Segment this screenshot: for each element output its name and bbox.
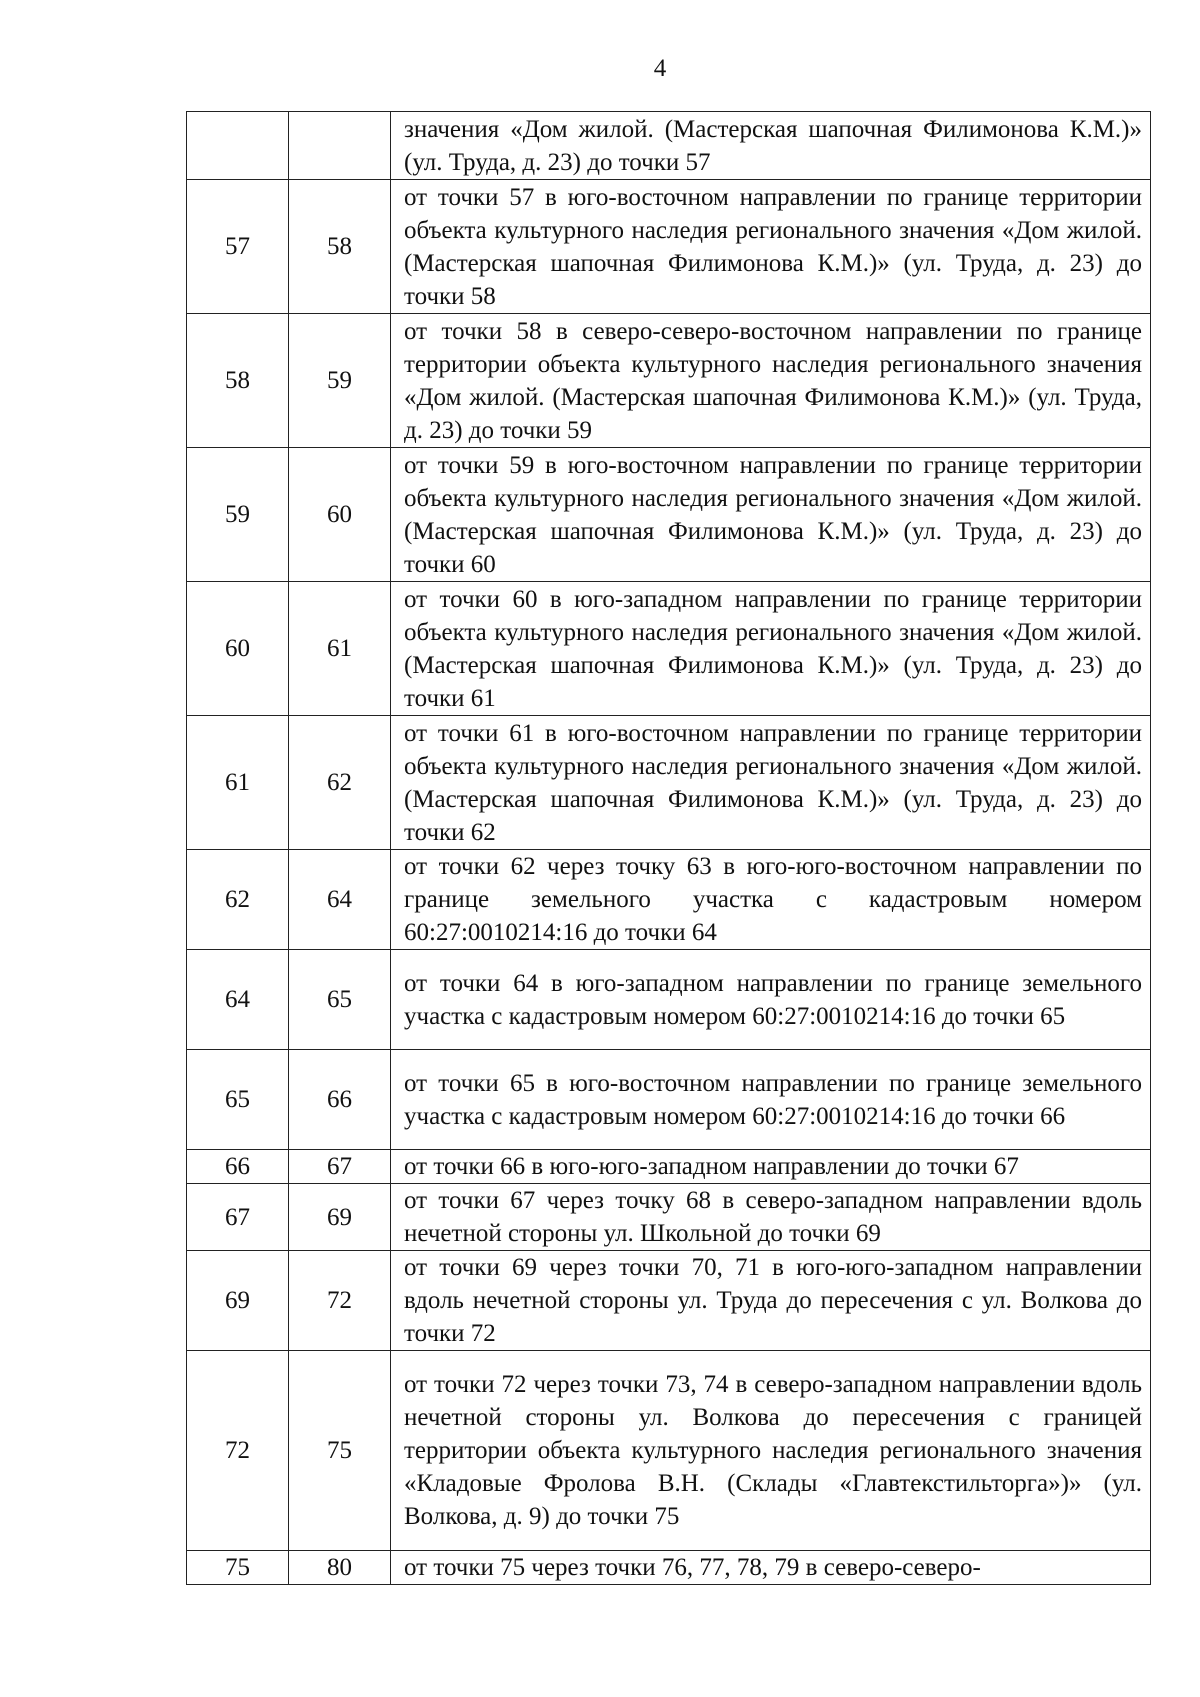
from-point-cell: 60	[187, 582, 289, 716]
to-point-cell: 67	[289, 1150, 391, 1184]
table-row	[187, 1150, 1151, 1184]
table-row	[187, 582, 1151, 716]
from-point-cell: 75	[187, 1551, 289, 1585]
table-row	[187, 314, 1151, 448]
table-row	[187, 1184, 1151, 1251]
description-cell	[391, 582, 1151, 716]
description-text: от точки 69 через точки 70, 71 в юго-юго-западном направлении вдоль нечетной стороны ул. Труда до пересечения с ул. Волкова до точки 72	[404, 1254, 1142, 1347]
table-row	[187, 180, 1151, 314]
from-point-cell: 58	[187, 314, 289, 448]
description-cell	[391, 950, 1151, 1050]
table-row	[187, 1351, 1151, 1551]
to-point-cell: 69	[289, 1184, 391, 1251]
from-point-cell: 57	[187, 180, 289, 314]
description-text: от точки 66 в юго-юго-западном направлении до точки 67	[404, 1153, 1019, 1180]
description-text: от точки 64 в юго-западном направлении по границе земельного участка с кадастровым номером 60:27:0010214:16 до точки 65	[404, 969, 1142, 1030]
to-point-cell: 72	[289, 1251, 391, 1351]
description-text: от точки 61 в юго-восточном направлении по границе территории объекта культурного наследия регионального значения «Дом жилой. (Мастерская шапочная Филимонова К.М.)» (ул. Труда, д. 23) до точки 62	[404, 719, 1142, 846]
description-text: от точки 75 через точки 76, 77, 78, 79 в северо-северо-	[404, 1554, 981, 1581]
table-row	[187, 950, 1151, 1050]
boundary-description-table	[186, 111, 1151, 1585]
description-cell	[391, 1050, 1151, 1150]
description-cell	[391, 1351, 1151, 1551]
page-number: 4	[653, 55, 667, 82]
description-text: от точки 57 в юго-восточном направлении по границе территории объекта культурного наследия регионального значения «Дом жилой. (Мастерская шапочная Филимонова К.М.)» (ул. Труда, д. 23) до точки 58	[404, 183, 1142, 310]
description-cell	[391, 180, 1151, 314]
from-point-cell: 66	[187, 1150, 289, 1184]
to-point-cell: 58	[289, 180, 391, 314]
to-point-cell: 80	[289, 1551, 391, 1585]
to-point-cell: 60	[289, 448, 391, 582]
table-row	[187, 850, 1151, 950]
from-point-cell: 64	[187, 950, 289, 1050]
to-point-cell: 62	[289, 716, 391, 850]
from-point-cell: 65	[187, 1050, 289, 1150]
description-cell	[391, 1251, 1151, 1351]
from-point-cell: 67	[187, 1184, 289, 1251]
description-text: от точки 60 в юго-западном направлении по границе территории объекта культурного наследия регионального значения «Дом жилой. (Мастерская шапочная Филимонова К.М.)» (ул. Труда, д. 23) до точки 61	[404, 585, 1142, 712]
table-row	[187, 1551, 1151, 1585]
description-cell	[391, 448, 1151, 582]
description-cell	[391, 1184, 1151, 1251]
description-cell	[391, 1150, 1151, 1184]
to-point-cell: 65	[289, 950, 391, 1050]
description-text: от точки 59 в юго-восточном направлении по границе территории объекта культурного наследия регионального значения «Дом жилой. (Мастерская шапочная Филимонова К.М.)» (ул. Труда, д. 23) до точки 60	[404, 451, 1142, 578]
to-point-cell	[289, 112, 391, 180]
description-cell	[391, 716, 1151, 850]
description-cell	[391, 314, 1151, 448]
from-point-cell: 61	[187, 716, 289, 850]
description-cell	[391, 112, 1151, 180]
to-point-cell: 59	[289, 314, 391, 448]
to-point-cell: 64	[289, 850, 391, 950]
table-row	[187, 716, 1151, 850]
table-row	[187, 448, 1151, 582]
description-cell	[391, 850, 1151, 950]
description-text: значения «Дом жилой. (Мастерская шапочная Филимонова К.М.)» (ул. Труда, д. 23) до точки 57	[404, 115, 1142, 176]
description-text: от точки 65 в юго-восточном направлении по границе земельного участка с кадастровым номером 60:27:0010214:16 до точки 66	[404, 1069, 1142, 1130]
from-point-cell	[187, 112, 289, 180]
description-text: от точки 72 через точки 73, 74 в северо-западном направлении вдоль нечетной стороны ул. Волкова до пересечения с границей территории объекта культурного наследия регионального значения «Кладовые Фролова В.Н. (Склады «Главтекстильторга»)» (ул. Волкова, д. 9) до точки 75	[404, 1371, 1142, 1530]
from-point-cell: 72	[187, 1351, 289, 1551]
description-cell	[391, 1551, 1151, 1585]
table-row	[187, 1050, 1151, 1150]
description-text: от точки 58 в северо-северо-восточном направлении по границе территории объекта культурного наследия регионального значения «Дом жилой. (Мастерская шапочная Филимонова К.М.)» (ул. Труда, д. 23) до точки 59	[404, 317, 1142, 444]
table-row	[187, 1251, 1151, 1351]
to-point-cell: 66	[289, 1050, 391, 1150]
description-text: от точки 62 через точку 63 в юго-юго-восточном направлении по границе земельного участка с кадастровым номером 60:27:0010214:16 до точки 64	[404, 853, 1142, 946]
table-row	[187, 112, 1151, 180]
to-point-cell: 61	[289, 582, 391, 716]
from-point-cell: 69	[187, 1251, 289, 1351]
from-point-cell: 59	[187, 448, 289, 582]
to-point-cell: 75	[289, 1351, 391, 1551]
description-text: от точки 67 через точку 68 в северо-западном направлении вдоль нечетной стороны ул. Школьной до точки 69	[404, 1187, 1142, 1247]
from-point-cell: 62	[187, 850, 289, 950]
